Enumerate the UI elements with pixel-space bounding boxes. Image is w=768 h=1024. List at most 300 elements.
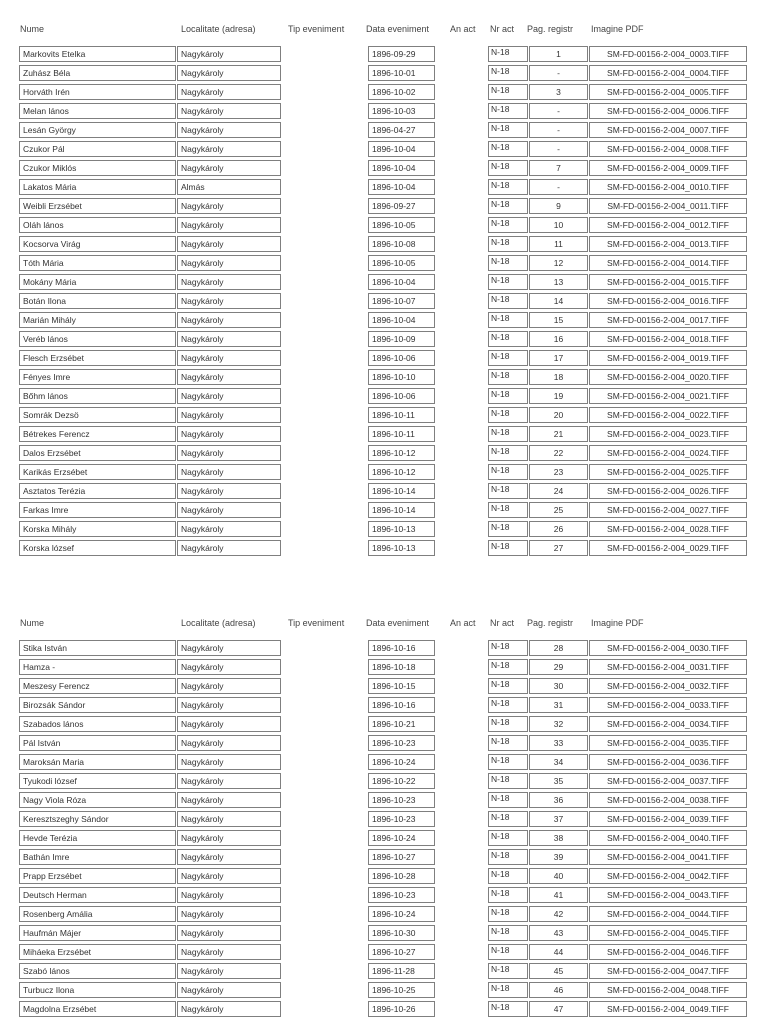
date-cell: 1896-10-03 — [368, 103, 435, 119]
date-cell: 1896-10-23 — [368, 887, 435, 903]
name-cell: Tóth Mária — [19, 255, 176, 271]
name-cell: Flesch Erzsébet — [19, 350, 176, 366]
table-row — [0, 521, 768, 540]
date-cell: 1896-10-30 — [368, 925, 435, 941]
page-cell: 44 — [529, 944, 588, 960]
date-cell: 1896-10-05 — [368, 217, 435, 233]
locality-cell: Nagykároly — [177, 521, 281, 537]
date-cell: 1896-10-04 — [368, 141, 435, 157]
locality-cell: Nagykároly — [177, 236, 281, 252]
page-cell: 7 — [529, 160, 588, 176]
name-cell: Turbucz Ilona — [19, 982, 176, 998]
table-row — [0, 944, 768, 963]
table-row — [0, 198, 768, 217]
image-file-cell: SM-FD-00156-2-004_0008.TIFF — [589, 141, 747, 157]
act-nr-cell: N-18 — [488, 331, 528, 347]
table-row — [0, 369, 768, 388]
table-row — [0, 483, 768, 502]
page-cell: 33 — [529, 735, 588, 751]
date-cell: 1896-10-15 — [368, 678, 435, 694]
date-cell: 1896-10-14 — [368, 483, 435, 499]
date-cell: 1896-10-24 — [368, 830, 435, 846]
act-nr-cell: N-18 — [488, 122, 528, 138]
locality-cell: Nagykároly — [177, 217, 281, 233]
act-nr-cell: N-18 — [488, 540, 528, 556]
date-cell: 1896-10-21 — [368, 716, 435, 732]
table-row — [0, 426, 768, 445]
locality-cell: Nagykároly — [177, 407, 281, 423]
locality-cell: Nagykároly — [177, 84, 281, 100]
image-file-cell: SM-FD-00156-2-004_0030.TIFF — [589, 640, 747, 656]
date-cell: 1896-10-23 — [368, 735, 435, 751]
locality-cell: Nagykároly — [177, 502, 281, 518]
date-cell: 1896-10-13 — [368, 540, 435, 556]
image-file-cell: SM-FD-00156-2-004_0036.TIFF — [589, 754, 747, 770]
act-nr-cell: N-18 — [488, 407, 528, 423]
name-cell: Haufmán Májer — [19, 925, 176, 941]
page-cell: 38 — [529, 830, 588, 846]
image-file-cell: SM-FD-00156-2-004_0022.TIFF — [589, 407, 747, 423]
table-row — [0, 773, 768, 792]
date-cell: 1896-10-05 — [368, 255, 435, 271]
page-cell: - — [529, 141, 588, 157]
page-cell: 9 — [529, 198, 588, 214]
name-cell: Lakatos Mária — [19, 179, 176, 195]
date-cell: 1896-10-23 — [368, 792, 435, 808]
table-row — [0, 678, 768, 697]
name-cell: Czukor Miklós — [19, 160, 176, 176]
act-nr-cell: N-18 — [488, 502, 528, 518]
locality-cell: Nagykároly — [177, 944, 281, 960]
name-cell: Deutsch Herman — [19, 887, 176, 903]
col-header-name: Nume — [20, 618, 45, 628]
col-header-act-year: An act — [450, 618, 476, 628]
table-row — [0, 312, 768, 331]
act-nr-cell: N-18 — [488, 312, 528, 328]
page-cell: 32 — [529, 716, 588, 732]
locality-cell: Nagykároly — [177, 735, 281, 751]
act-nr-cell: N-18 — [488, 46, 528, 62]
image-file-cell: SM-FD-00156-2-004_0021.TIFF — [589, 388, 747, 404]
locality-cell: Nagykároly — [177, 293, 281, 309]
date-cell: 1896-09-27 — [368, 198, 435, 214]
image-file-cell: SM-FD-00156-2-004_0004.TIFF — [589, 65, 747, 81]
image-file-cell: SM-FD-00156-2-004_0048.TIFF — [589, 982, 747, 998]
locality-cell: Nagykároly — [177, 792, 281, 808]
table-row — [0, 217, 768, 236]
name-cell: Tyukodi lózsef — [19, 773, 176, 789]
date-cell: 1896-10-04 — [368, 312, 435, 328]
col-header-locality: Localitate (adresa) — [181, 618, 256, 628]
image-file-cell: SM-FD-00156-2-004_0040.TIFF — [589, 830, 747, 846]
date-cell: 1896-10-12 — [368, 445, 435, 461]
image-file-cell: SM-FD-00156-2-004_0032.TIFF — [589, 678, 747, 694]
page-cell: 14 — [529, 293, 588, 309]
image-file-cell: SM-FD-00156-2-004_0029.TIFF — [589, 540, 747, 556]
locality-cell: Nagykároly — [177, 46, 281, 62]
name-cell: Szabados lános — [19, 716, 176, 732]
name-cell: Stika István — [19, 640, 176, 656]
col-header-event-type: Tip eveniment — [288, 24, 345, 34]
page-cell: 10 — [529, 217, 588, 233]
page-cell: 21 — [529, 426, 588, 442]
page-cell: 34 — [529, 754, 588, 770]
name-cell: Marián Mihály — [19, 312, 176, 328]
act-nr-cell: N-18 — [488, 697, 528, 713]
page-cell: 45 — [529, 963, 588, 979]
col-header-image: Imagine PDF — [591, 24, 644, 34]
image-file-cell: SM-FD-00156-2-004_0006.TIFF — [589, 103, 747, 119]
name-cell: Magdolna Erzsébet — [19, 1001, 176, 1017]
page-cell: - — [529, 65, 588, 81]
locality-cell: Nagykároly — [177, 754, 281, 770]
act-nr-cell: N-18 — [488, 445, 528, 461]
date-cell: 1896-10-06 — [368, 350, 435, 366]
name-cell: Miháeka Erzsébet — [19, 944, 176, 960]
date-cell: 1896-10-11 — [368, 407, 435, 423]
act-nr-cell: N-18 — [488, 293, 528, 309]
table-row — [0, 640, 768, 659]
col-header-image: Imagine PDF — [591, 618, 644, 628]
date-cell: 1896-04-27 — [368, 122, 435, 138]
col-header-act-nr: Nr act — [490, 24, 515, 34]
date-cell: 1896-10-28 — [368, 868, 435, 884]
locality-cell: Nagykároly — [177, 773, 281, 789]
image-file-cell: SM-FD-00156-2-004_0045.TIFF — [589, 925, 747, 941]
image-file-cell: SM-FD-00156-2-004_0020.TIFF — [589, 369, 747, 385]
table-row — [0, 963, 768, 982]
page-cell: 1 — [529, 46, 588, 62]
date-cell: 1896-10-06 — [368, 388, 435, 404]
table-row — [0, 179, 768, 198]
name-cell: Bétrekes Ferencz — [19, 426, 176, 442]
locality-cell: Nagykároly — [177, 122, 281, 138]
date-cell: 1896-10-07 — [368, 293, 435, 309]
table-row — [0, 46, 768, 65]
locality-cell: Nagykároly — [177, 982, 281, 998]
image-file-cell: SM-FD-00156-2-004_0031.TIFF — [589, 659, 747, 675]
table-row — [0, 331, 768, 350]
name-cell: Nagy Viola Róza — [19, 792, 176, 808]
page-cell: 28 — [529, 640, 588, 656]
date-cell: 1896-10-25 — [368, 982, 435, 998]
locality-cell: Nagykároly — [177, 350, 281, 366]
table-row — [0, 754, 768, 773]
locality-cell: Nagykároly — [177, 830, 281, 846]
page-cell: 37 — [529, 811, 588, 827]
act-nr-cell: N-18 — [488, 84, 528, 100]
name-cell: Karikás Erzsébet — [19, 464, 176, 480]
page-cell: - — [529, 179, 588, 195]
act-nr-cell: N-18 — [488, 1001, 528, 1017]
page-cell: 30 — [529, 678, 588, 694]
page-cell: 31 — [529, 697, 588, 713]
name-cell: Markovits Etelka — [19, 46, 176, 62]
page-cell: 46 — [529, 982, 588, 998]
image-file-cell: SM-FD-00156-2-004_0003.TIFF — [589, 46, 747, 62]
table-row — [0, 160, 768, 179]
date-cell: 1896-10-23 — [368, 811, 435, 827]
locality-cell: Nagykároly — [177, 887, 281, 903]
name-cell: Mokány Mária — [19, 274, 176, 290]
image-file-cell: SM-FD-00156-2-004_0041.TIFF — [589, 849, 747, 865]
page-cell: 17 — [529, 350, 588, 366]
table-row — [0, 65, 768, 84]
col-header-event-date: Data eveniment — [366, 24, 430, 34]
locality-cell: Almás — [177, 179, 281, 195]
image-file-cell: SM-FD-00156-2-004_0044.TIFF — [589, 906, 747, 922]
table-row — [0, 445, 768, 464]
name-cell: Zuhász Béla — [19, 65, 176, 81]
page-cell: 19 — [529, 388, 588, 404]
locality-cell: Nagykároly — [177, 678, 281, 694]
name-cell: Rosenberg Amália — [19, 906, 176, 922]
locality-cell: Nagykároly — [177, 697, 281, 713]
locality-cell: Nagykároly — [177, 255, 281, 271]
act-nr-cell: N-18 — [488, 198, 528, 214]
act-nr-cell: N-18 — [488, 678, 528, 694]
locality-cell: Nagykároly — [177, 925, 281, 941]
table-row — [0, 792, 768, 811]
locality-cell: Nagykároly — [177, 141, 281, 157]
date-cell: 1896-10-18 — [368, 659, 435, 675]
date-cell: 1896-10-02 — [368, 84, 435, 100]
act-nr-cell: N-18 — [488, 179, 528, 195]
locality-cell: Nagykároly — [177, 445, 281, 461]
date-cell: 1896-10-09 — [368, 331, 435, 347]
image-file-cell: SM-FD-00156-2-004_0038.TIFF — [589, 792, 747, 808]
date-cell: 1896-10-13 — [368, 521, 435, 537]
col-header-page: Pag. registr — [527, 618, 574, 628]
name-cell: Melan lános — [19, 103, 176, 119]
table-row — [0, 141, 768, 160]
table-row — [0, 925, 768, 944]
image-file-cell: SM-FD-00156-2-004_0034.TIFF — [589, 716, 747, 732]
locality-cell: Nagykároly — [177, 274, 281, 290]
table-row — [0, 735, 768, 754]
page-cell: 25 — [529, 502, 588, 518]
locality-cell: Nagykároly — [177, 388, 281, 404]
col-header-page: Pag. registr — [527, 24, 574, 34]
name-cell: Szabó lános — [19, 963, 176, 979]
table-row — [0, 103, 768, 122]
table-row — [0, 659, 768, 678]
image-file-cell: SM-FD-00156-2-004_0013.TIFF — [589, 236, 747, 252]
page-cell: 35 — [529, 773, 588, 789]
table-row — [0, 849, 768, 868]
image-file-cell: SM-FD-00156-2-004_0010.TIFF — [589, 179, 747, 195]
page-cell: 23 — [529, 464, 588, 480]
image-file-cell: SM-FD-00156-2-004_0024.TIFF — [589, 445, 747, 461]
act-nr-cell: N-18 — [488, 141, 528, 157]
date-cell: 1896-09-29 — [368, 46, 435, 62]
table-row — [0, 407, 768, 426]
name-cell: Horváth Irén — [19, 84, 176, 100]
date-cell: 1896-10-26 — [368, 1001, 435, 1017]
image-file-cell: SM-FD-00156-2-004_0017.TIFF — [589, 312, 747, 328]
name-cell: Dalos Erzsébet — [19, 445, 176, 461]
act-nr-cell: N-18 — [488, 659, 528, 675]
locality-cell: Nagykároly — [177, 868, 281, 884]
locality-cell: Nagykároly — [177, 540, 281, 556]
image-file-cell: SM-FD-00156-2-004_0005.TIFF — [589, 84, 747, 100]
act-nr-cell: N-18 — [488, 217, 528, 233]
image-file-cell: SM-FD-00156-2-004_0049.TIFF — [589, 1001, 747, 1017]
image-file-cell: SM-FD-00156-2-004_0012.TIFF — [589, 217, 747, 233]
name-cell: Pál István — [19, 735, 176, 751]
locality-cell: Nagykároly — [177, 906, 281, 922]
act-nr-cell: N-18 — [488, 426, 528, 442]
name-cell: Fényes Imre — [19, 369, 176, 385]
locality-cell: Nagykároly — [177, 198, 281, 214]
act-nr-cell: N-18 — [488, 735, 528, 751]
table-row — [0, 502, 768, 521]
date-cell: 1896-10-04 — [368, 274, 435, 290]
table-row — [0, 906, 768, 925]
act-nr-cell: N-18 — [488, 830, 528, 846]
image-file-cell: SM-FD-00156-2-004_0028.TIFF — [589, 521, 747, 537]
table-row — [0, 868, 768, 887]
act-nr-cell: N-18 — [488, 906, 528, 922]
page-cell: 15 — [529, 312, 588, 328]
act-nr-cell: N-18 — [488, 944, 528, 960]
table-row — [0, 84, 768, 103]
locality-cell: Nagykároly — [177, 103, 281, 119]
date-cell: 1896-10-27 — [368, 849, 435, 865]
table-row — [0, 350, 768, 369]
image-file-cell: SM-FD-00156-2-004_0025.TIFF — [589, 464, 747, 480]
date-cell: 1896-10-27 — [368, 944, 435, 960]
page-cell: 40 — [529, 868, 588, 884]
table-row — [0, 122, 768, 141]
name-cell: Hevde Terézia — [19, 830, 176, 846]
name-cell: Farkas Imre — [19, 502, 176, 518]
date-cell: 1896-10-10 — [368, 369, 435, 385]
date-cell: 1896-10-08 — [368, 236, 435, 252]
table-row — [0, 811, 768, 830]
col-header-event-date: Data eveniment — [366, 618, 430, 628]
name-cell: Keresztszeghy Sándor — [19, 811, 176, 827]
table-row — [0, 830, 768, 849]
name-cell: Asztatos Terézia — [19, 483, 176, 499]
locality-cell: Nagykároly — [177, 369, 281, 385]
image-file-cell: SM-FD-00156-2-004_0039.TIFF — [589, 811, 747, 827]
image-file-cell: SM-FD-00156-2-004_0037.TIFF — [589, 773, 747, 789]
col-header-name: Nume — [20, 24, 45, 34]
image-file-cell: SM-FD-00156-2-004_0011.TIFF — [589, 198, 747, 214]
page-cell: 39 — [529, 849, 588, 865]
act-nr-cell: N-18 — [488, 982, 528, 998]
name-cell: Meszesy Ferencz — [19, 678, 176, 694]
date-cell: 1896-10-12 — [368, 464, 435, 480]
image-file-cell: SM-FD-00156-2-004_0033.TIFF — [589, 697, 747, 713]
locality-cell: Nagykároly — [177, 1001, 281, 1017]
name-cell: Lesán György — [19, 122, 176, 138]
date-cell: 1896-10-04 — [368, 179, 435, 195]
date-cell: 1896-10-04 — [368, 160, 435, 176]
name-cell: Birozsák Sándor — [19, 697, 176, 713]
date-cell: 1896-10-24 — [368, 906, 435, 922]
act-nr-cell: N-18 — [488, 887, 528, 903]
locality-cell: Nagykároly — [177, 160, 281, 176]
name-cell: Bőhm lános — [19, 388, 176, 404]
act-nr-cell: N-18 — [488, 849, 528, 865]
table-row — [0, 388, 768, 407]
date-cell: 1896-10-24 — [368, 754, 435, 770]
act-nr-cell: N-18 — [488, 388, 528, 404]
page-cell: - — [529, 122, 588, 138]
act-nr-cell: N-18 — [488, 754, 528, 770]
image-file-cell: SM-FD-00156-2-004_0035.TIFF — [589, 735, 747, 751]
page-cell: 24 — [529, 483, 588, 499]
page-cell: 26 — [529, 521, 588, 537]
date-cell: 1896-11-28 — [368, 963, 435, 979]
page-cell: 41 — [529, 887, 588, 903]
page-cell: 22 — [529, 445, 588, 461]
table-row — [0, 236, 768, 255]
table-row — [0, 887, 768, 906]
act-nr-cell: N-18 — [488, 773, 528, 789]
locality-cell: Nagykároly — [177, 464, 281, 480]
page-cell: 47 — [529, 1001, 588, 1017]
image-file-cell: SM-FD-00156-2-004_0046.TIFF — [589, 944, 747, 960]
table-row — [0, 464, 768, 483]
image-file-cell: SM-FD-00156-2-004_0009.TIFF — [589, 160, 747, 176]
locality-cell: Nagykároly — [177, 716, 281, 732]
locality-cell: Nagykároly — [177, 811, 281, 827]
act-nr-cell: N-18 — [488, 868, 528, 884]
col-header-locality: Localitate (adresa) — [181, 24, 256, 34]
locality-cell: Nagykároly — [177, 640, 281, 656]
page-cell: 3 — [529, 84, 588, 100]
act-nr-cell: N-18 — [488, 274, 528, 290]
name-cell: Kocsorva Virág — [19, 236, 176, 252]
locality-cell: Nagykároly — [177, 331, 281, 347]
act-nr-cell: N-18 — [488, 716, 528, 732]
name-cell: Botán Ilona — [19, 293, 176, 309]
image-file-cell: SM-FD-00156-2-004_0047.TIFF — [589, 963, 747, 979]
act-nr-cell: N-18 — [488, 464, 528, 480]
act-nr-cell: N-18 — [488, 103, 528, 119]
page-cell: - — [529, 103, 588, 119]
image-file-cell: SM-FD-00156-2-004_0026.TIFF — [589, 483, 747, 499]
name-cell: Bathán Imre — [19, 849, 176, 865]
page-cell: 36 — [529, 792, 588, 808]
image-file-cell: SM-FD-00156-2-004_0015.TIFF — [589, 274, 747, 290]
table-row — [0, 982, 768, 1001]
locality-cell: Nagykároly — [177, 849, 281, 865]
name-cell: Maroksán Maria — [19, 754, 176, 770]
page-cell: 20 — [529, 407, 588, 423]
name-cell: Czukor Pál — [19, 141, 176, 157]
page-cell: 18 — [529, 369, 588, 385]
act-nr-cell: N-18 — [488, 811, 528, 827]
image-file-cell: SM-FD-00156-2-004_0023.TIFF — [589, 426, 747, 442]
image-file-cell: SM-FD-00156-2-004_0043.TIFF — [589, 887, 747, 903]
date-cell: 1896-10-01 — [368, 65, 435, 81]
locality-cell: Nagykároly — [177, 65, 281, 81]
name-cell: Oláh lános — [19, 217, 176, 233]
col-header-event-type: Tip eveniment — [288, 618, 345, 628]
table-row — [0, 1001, 768, 1020]
image-file-cell: SM-FD-00156-2-004_0019.TIFF — [589, 350, 747, 366]
act-nr-cell: N-18 — [488, 350, 528, 366]
name-cell: Veréb lános — [19, 331, 176, 347]
name-cell: Prapp Erzsébet — [19, 868, 176, 884]
locality-cell: Nagykároly — [177, 659, 281, 675]
date-cell: 1896-10-22 — [368, 773, 435, 789]
date-cell: 1896-10-14 — [368, 502, 435, 518]
